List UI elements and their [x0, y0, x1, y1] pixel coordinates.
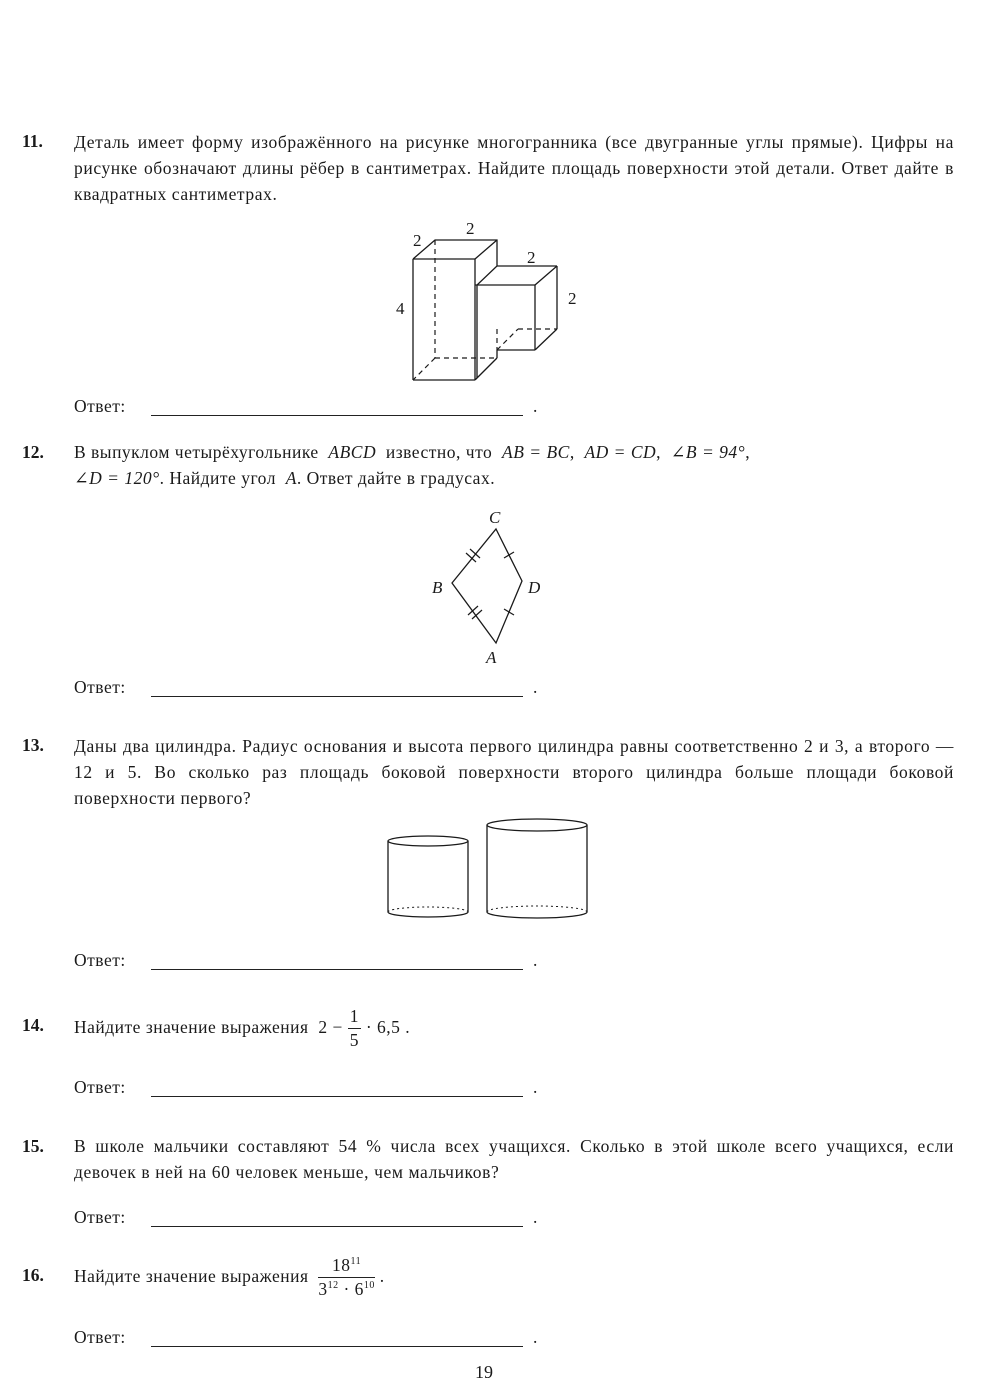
- task-14-expr-tail: · 6,5 .: [365, 1017, 411, 1037]
- answer-end: .: [533, 1077, 538, 1097]
- answer-end: .: [533, 396, 538, 416]
- answer-label: Ответ:: [74, 950, 126, 970]
- answer-end: .: [533, 1207, 538, 1227]
- task-16-den-dot: ·: [343, 1278, 350, 1299]
- answer-end: .: [533, 677, 538, 697]
- task-12-number: 12.: [22, 442, 44, 462]
- task-16-expr-tail: .: [379, 1266, 385, 1286]
- fig12-label-B: B: [432, 578, 443, 597]
- task-12-cond1: AB = BC: [502, 442, 570, 462]
- task-16-number: 16.: [22, 1265, 44, 1285]
- task-12-text: В выпуклом четырёхугольнике ABCD известно, что AB = BC, AD = CD, ∠B = 94°, ∠D = 120°. Найдите угол A. Ответ дайте в градусах.: [74, 442, 751, 488]
- task-14-answer: [74, 1077, 554, 1103]
- answer-label: Ответ:: [74, 1077, 126, 1097]
- task-12-cond2: AD = CD: [584, 442, 657, 462]
- task-12-cond3: ∠B = 94°: [670, 442, 746, 462]
- task-16-text: Найдите значение выражения: [74, 1266, 309, 1286]
- task-16-den-base2: 6: [354, 1278, 364, 1299]
- task-13-text: Даны два цилиндра. Радиус основания и высота первого цилиндра равны соответственно 2 и 3, а второго — 12 и 5. Во сколько раз площадь боковой поверхности второго цилиндра больше площади боковой поверхности первого?: [74, 736, 954, 808]
- task-14-fraction: [348, 1008, 361, 1049]
- answer-line[interactable]: [151, 1096, 523, 1097]
- answer-label: Ответ:: [74, 1327, 126, 1347]
- task-16-frac-den: [318, 1278, 375, 1299]
- answer-line[interactable]: [151, 415, 523, 416]
- task-12-text-mid: известно, что: [385, 442, 493, 462]
- answer-line[interactable]: [151, 969, 523, 970]
- task-16-fraction: [318, 1257, 375, 1298]
- task-16-text-row: [74, 1251, 385, 1301]
- fig11-label-right: 2: [568, 289, 577, 308]
- task-16-den-base1: 3: [318, 1278, 328, 1299]
- answer-line[interactable]: [151, 1346, 523, 1347]
- fig11-label-left: 4: [396, 299, 405, 318]
- task-12-answer: [74, 677, 554, 703]
- task-11-polyhedron-figure: [380, 210, 610, 385]
- task-13-answer: [74, 950, 554, 976]
- answer-label: Ответ:: [74, 677, 126, 697]
- answer-end: .: [533, 950, 538, 970]
- task-12-angle: A: [285, 468, 297, 488]
- task-12-cond4: ∠D = 120°: [74, 468, 160, 488]
- fig11-label-top: 2: [466, 219, 475, 238]
- answer-label: Ответ:: [74, 1207, 126, 1227]
- answer-end: .: [533, 1327, 538, 1347]
- task-11-answer: [74, 396, 554, 422]
- task-14-frac-num: 1: [348, 1008, 361, 1029]
- fig12-label-C: C: [489, 508, 501, 527]
- answer-label: Ответ:: [74, 396, 126, 416]
- answer-line[interactable]: [151, 696, 523, 697]
- task-14-text-row: [74, 1002, 410, 1052]
- fig12-label-D: D: [528, 578, 541, 597]
- task-16-num-exp: 11: [350, 1256, 362, 1268]
- task-12-text-end: Найдите угол: [169, 468, 276, 488]
- page-number: 19: [475, 1362, 493, 1382]
- task-15-number: 15.: [22, 1136, 44, 1156]
- answer-line[interactable]: [151, 1226, 523, 1227]
- fig11-label-middle: 2: [527, 248, 536, 267]
- fig11-label-topleft: 2: [413, 231, 422, 250]
- task-14-expr-whole: 2 −: [318, 1017, 343, 1037]
- task-11-number: 11.: [22, 131, 43, 151]
- task-12-text-tail: . Ответ дайте в градусах.: [296, 468, 496, 488]
- task-12-quad: ABCD: [328, 442, 377, 462]
- task-16-frac-num: [318, 1257, 375, 1278]
- task-15-text: В школе мальчики составляют 54 % числа всех учащихся. Сколько в этой школе всего учащихся, если девочек в ней на 60 человек меньше, чем мальчиков?: [74, 1136, 954, 1182]
- task-13-cylinders-figure: [380, 812, 595, 927]
- task-13-number: 13.: [22, 735, 44, 755]
- task-14-number: 14.: [22, 1015, 44, 1035]
- fig12-label-A: A: [486, 648, 497, 667]
- task-16-num-base: 18: [332, 1255, 351, 1276]
- task-14-text: Найдите значение выражения: [74, 1017, 309, 1037]
- task-16-answer: [74, 1327, 554, 1353]
- task-11-text: Деталь имеет форму изображённого на рисунке многогранника (все двугранные углы прямые). Цифры на рисунке обозначают длины рёбер в сантиметрах. Найдите площадь поверхности этой детали. Ответ дайте в квадратных сантиметрах.: [74, 132, 954, 204]
- task-16-den-exp2: 10: [363, 1280, 375, 1292]
- task-14-frac-den: 5: [349, 1029, 359, 1050]
- task-16-den-exp1: 12: [327, 1280, 339, 1292]
- task-15-answer: [74, 1207, 554, 1233]
- task-12-quadrilateral-figure: [420, 505, 560, 675]
- task-12-text-before: В выпуклом четырёхугольнике: [74, 442, 319, 462]
